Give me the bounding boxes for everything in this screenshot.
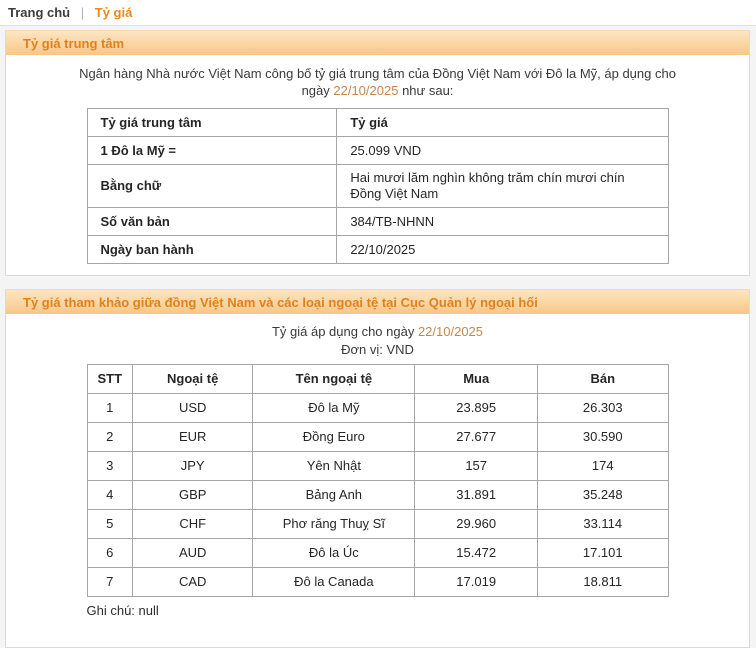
table-cell: 25.099 VND <box>337 137 668 165</box>
central-rate-table <box>87 108 669 264</box>
table-row <box>87 568 668 597</box>
table-cell: Bán <box>538 365 669 394</box>
table-cell: AUD <box>133 539 253 568</box>
reference-rate-section-title: Tỷ giá tham khảo giữa đồng Việt Nam và các loại ngoại tệ tại Cục Quản lý ngoại hối <box>6 289 749 314</box>
breadcrumb-current-link[interactable]: Tỷ giá <box>94 5 133 20</box>
table-cell: 26.303 <box>538 394 669 423</box>
intro-date: 22/10/2025 <box>333 83 399 98</box>
unit-line: Đơn vị: VND <box>341 342 414 357</box>
table-cell: 384/TB-NHNN <box>337 208 668 236</box>
table-cell: Phơ răng Thuỵ Sĩ <box>253 510 415 539</box>
table-cell: 5 <box>87 510 133 539</box>
table-row <box>87 539 668 568</box>
table-cell: 17.101 <box>538 539 669 568</box>
table-cell: 1 Đô la Mỹ = <box>87 137 337 165</box>
reference-rate-table <box>87 364 669 597</box>
table-cell: Đô la Úc <box>253 539 415 568</box>
table-cell: 2 <box>87 423 133 452</box>
table-cell: Yên Nhật <box>253 452 415 481</box>
central-rate-section-title: Tỷ giá trung tâm <box>6 30 749 55</box>
central-rate-section-body <box>6 65 749 275</box>
central-rate-intro <box>66 65 690 99</box>
table-cell: 30.590 <box>538 423 669 452</box>
table-row <box>87 510 668 539</box>
table-cell: 35.248 <box>538 481 669 510</box>
table-cell: CAD <box>133 568 253 597</box>
apply-date-label: Tỷ giá áp dụng cho ngày <box>271 324 418 339</box>
table-row <box>87 236 668 264</box>
table-cell: Ngày ban hành <box>87 236 337 264</box>
breadcrumb-separator: | <box>80 5 85 20</box>
table-cell: USD <box>133 394 253 423</box>
table-cell: 7 <box>87 568 133 597</box>
table-cell: Ngoại tệ <box>133 365 253 394</box>
table-row <box>87 394 668 423</box>
table-cell: Đô la Mỹ <box>253 394 415 423</box>
table-cell: STT <box>87 365 133 394</box>
reference-rate-section <box>5 289 750 648</box>
apply-date-value: 22/10/2025 <box>417 324 484 339</box>
table-cell: 1 <box>87 394 133 423</box>
table-cell: Đô la Canada <box>253 568 415 597</box>
table-row <box>87 165 668 208</box>
table-cell: 31.891 <box>415 481 538 510</box>
table-cell: GBP <box>133 481 253 510</box>
table-cell: JPY <box>133 452 253 481</box>
table-cell: 27.677 <box>415 423 538 452</box>
table-cell: Số văn bản <box>87 208 337 236</box>
table-cell: Tên ngoại tệ <box>253 365 415 394</box>
table-cell: Đồng Euro <box>253 423 415 452</box>
table-row <box>87 452 668 481</box>
table-cell: 3 <box>87 452 133 481</box>
note-line: Ghi chú: null <box>86 603 159 618</box>
table-cell: 17.019 <box>415 568 538 597</box>
table-row <box>87 208 668 236</box>
table-cell: 6 <box>87 539 133 568</box>
table-row <box>87 137 668 165</box>
reference-rate-section-body <box>6 323 749 619</box>
apply-date-line <box>6 323 749 340</box>
table-cell: 18.811 <box>538 568 669 597</box>
table-cell: 33.114 <box>538 510 669 539</box>
intro-text-before: Ngân hàng Nhà nước Việt Nam công bố tỷ giá trung tâm của Đồng Việt Nam với Đô la Mỹ, áp dụng cho ngày <box>79 66 676 98</box>
table-row <box>87 365 668 394</box>
table-cell: EUR <box>133 423 253 452</box>
table-cell: 4 <box>87 481 133 510</box>
table-row <box>87 481 668 510</box>
table-cell: 22/10/2025 <box>337 236 668 264</box>
table-cell: Bằng chữ <box>87 165 337 208</box>
table-cell: Mua <box>415 365 538 394</box>
breadcrumb <box>0 0 756 26</box>
table-cell: 157 <box>415 452 538 481</box>
table-cell: CHF <box>133 510 253 539</box>
table-cell: Bảng Anh <box>253 481 415 510</box>
breadcrumb-home-link[interactable]: Trang chủ <box>8 5 71 20</box>
central-rate-section <box>5 30 750 276</box>
table-cell: 29.960 <box>415 510 538 539</box>
table-cell: 174 <box>538 452 669 481</box>
intro-text-after: như sau: <box>398 83 454 98</box>
table-cell: 23.895 <box>415 394 538 423</box>
table-cell: Tỷ giá trung tâm <box>87 109 337 137</box>
table-row <box>87 109 668 137</box>
table-cell: Hai mươi lăm nghìn không trăm chín mươi chín Đồng Việt Nam <box>337 165 668 208</box>
table-cell: Tỷ giá <box>337 109 668 137</box>
table-cell: 15.472 <box>415 539 538 568</box>
table-row <box>87 423 668 452</box>
